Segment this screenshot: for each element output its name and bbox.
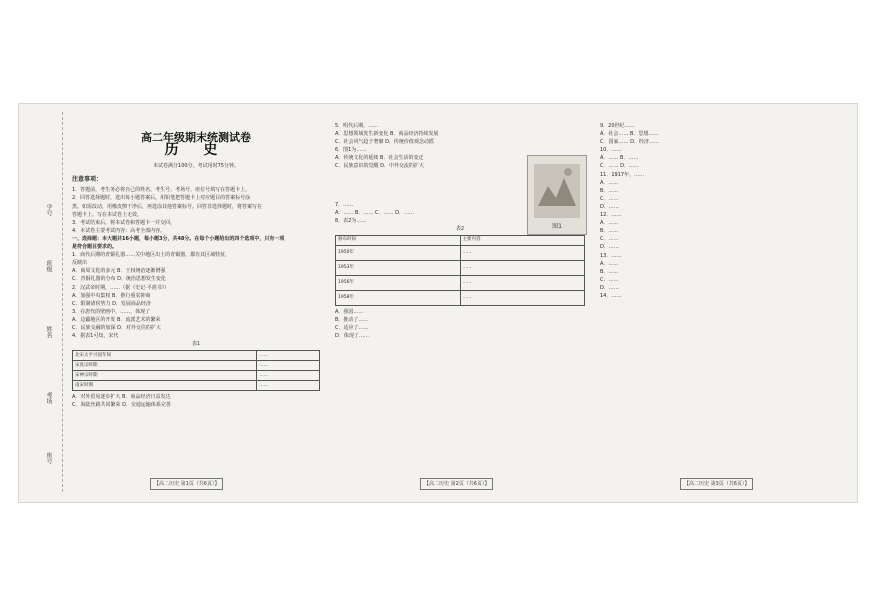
question-line: A．…… [600,179,619,186]
table-row [336,275,585,290]
question-line: 5．明代后期，…… [335,123,379,129]
question-line: 14．…… [600,292,622,299]
question-line: D．…… [600,284,619,291]
question-line: 6．图1为…… [335,147,367,154]
question-line: 11．1917年，…… [600,171,645,178]
question-line: 3．在唐代的壁画中，……，体现了 [72,308,151,315]
table-cell: …… [460,260,585,275]
table-cell: …… [460,245,585,260]
question-line: C．…… [600,195,619,202]
binding-label: 学号 [45,204,52,216]
question-line: C．青铜礼器的分布 D．统治思想发生变化 [72,276,166,283]
table-cell: 北宋太平兴国年间 [73,351,257,361]
binding-label: 考场 [45,392,52,404]
question-line: A．…… B．…… [600,155,639,162]
table-row [73,361,320,371]
option-line: C．海陆丝路共同繁荣 D．交通运输体系完善 [72,402,171,409]
notice-line: 3．考试结束后，将本试卷和答题卡一并交回。 [72,219,176,226]
question-line: C．限制诸侯势力 D．发展商品经济 [72,300,151,307]
exam-subject: 历 史 [164,142,228,159]
table-cell: 1953年 [336,260,461,275]
question-line: C．国家…… D．经济…… [600,139,659,146]
table-cell: …… [257,361,320,371]
figure-1-image [527,155,587,235]
question-line: A．思想领域发生新变化 B．商品经济持续发展 [335,131,439,138]
binding-label: 座号 [45,452,52,464]
table-cell: 1958年 [336,290,461,305]
score-line: 本试卷满分100分，考试用时75分钟。 [153,163,239,170]
table-cell: 1950年 [336,245,461,260]
question-line: 10．…… [600,147,622,154]
question-line: B．…… [600,268,619,275]
question-line: 1．商代后期的青铜礼器……关中地区出土的青铜器，都有其区域特征， [72,252,231,259]
column-1 [72,122,320,487]
question-line: A．边疆地区的开发 B．流派艺术的繁荣 [72,316,161,323]
option-line: C．适应了…… [335,325,369,332]
question-line: C．社会风气趋于奢靡 D．传统价值观念动摇 [335,139,434,146]
notice-line: 1．答题前，考生务必将自己的姓名、考生号、考场号、座位号填写在答题卡上。 [72,187,251,194]
question-line: B．…… [600,187,619,194]
question-line: C．民族意识的觉醒 D．中外交流的扩大 [335,163,424,170]
question-line: A．传统文化的延续 B．社会生活的变迁 [335,155,424,162]
table-cell: …… [460,290,585,305]
table-2 [335,235,585,306]
exam-title: 高二年级期末统测试卷 [141,131,251,144]
figure-illustration-icon [528,156,586,234]
table-row [336,290,585,305]
option-line: A．对外贸易逐步扩大 B．商品经济日益发达 [72,394,171,401]
question-line: 2．汉武帝时期，……（据《史记·平准书》） [72,284,170,291]
notice-line: 4．本试卷主要考试内容：高考全部内容。 [72,227,166,234]
table-caption: 表1 [191,341,201,348]
table-row [336,245,585,260]
option-line: A．我国…… [335,308,364,315]
table-cell: …… [257,371,320,381]
notice-line: 2．回答选择题时，选出每小题答案后，用铅笔把答题卡上对应题目的答案标号涂 [72,195,251,202]
question-line: A．…… [600,260,619,267]
table-cell: 1956年 [336,275,461,290]
question-line: 反映出 [72,260,88,267]
question-line: 13．…… [600,252,622,259]
page-footer: 【高二历史 第3页（共6页）】 [680,478,753,490]
table-cell: 南宋时期 [73,381,257,391]
question-line: 8．表2为…… [335,217,367,224]
table-row [336,260,585,275]
question-line: A．加强中央集权 B．推行重农抑商 [72,292,151,299]
notice-line: 答题卡上。写在本试卷上无效。 [72,211,143,218]
notice-title: 注意事项： [72,176,103,184]
table-header: 主要内容 [460,235,585,245]
question-line: C．民族交融的加深 D．对外交往的扩大 [72,324,161,331]
binding-label: 姓名 [45,326,52,338]
question-line: A．商周文化的多元 B．王权统治逐渐增强 [72,268,166,275]
table-cell: …… [257,381,320,391]
section-heading: 是符合题目要求的。 [72,244,118,251]
table-row [73,371,320,381]
table-cell: …… [460,275,585,290]
question-line: C．…… [600,276,619,283]
option-line: D．体现了…… [335,333,369,340]
page-footer: 【高二历史 第1页（共6页）】 [150,478,223,490]
table-header-row [336,235,585,245]
option-line: B．推动了…… [335,317,369,324]
table-row [73,381,320,391]
table-1 [72,350,320,391]
section-heading: 一、选择题：本大题共16小题，每小题3分，共48分。在每个小题给出的四个选项中，只有一项 [72,235,285,242]
table-caption: 表2 [455,225,465,232]
table-row [73,351,320,361]
column-3 [600,122,845,487]
question-line: 9．20世纪…… [600,123,635,129]
question-line: 12．…… [600,212,622,219]
table-cell: 宋神宗时期 [73,371,257,381]
question-line: A．…… [600,220,619,227]
question-line: B．…… [600,228,619,235]
question-line: 4．据表1可知，宋代 [72,333,119,340]
table-cell: …… [257,351,320,361]
notice-line: 黑。如需改动，用橡皮擦干净后，再选涂其他答案标号。回答非选择题时，将答案写在 [72,203,263,210]
table-header: 颁布时间 [336,235,461,245]
question-line: C．…… [600,236,619,243]
question-line: 7．…… [335,201,354,208]
question-line: D．…… [600,203,619,210]
figure-caption: 图1 [552,223,562,230]
question-line: A．…… B．…… C．…… D．…… [335,209,414,216]
question-line: C．…… D．…… [600,163,639,170]
question-line: D．…… [600,244,619,251]
binding-label: 班级 [45,260,52,272]
table-cell: 宋真宗时期 [73,361,257,371]
question-line: A．社会…… B．思想…… [600,131,659,138]
page-footer: 【高二历史 第2页（共6页）】 [420,478,493,490]
binding-margin [40,112,63,492]
